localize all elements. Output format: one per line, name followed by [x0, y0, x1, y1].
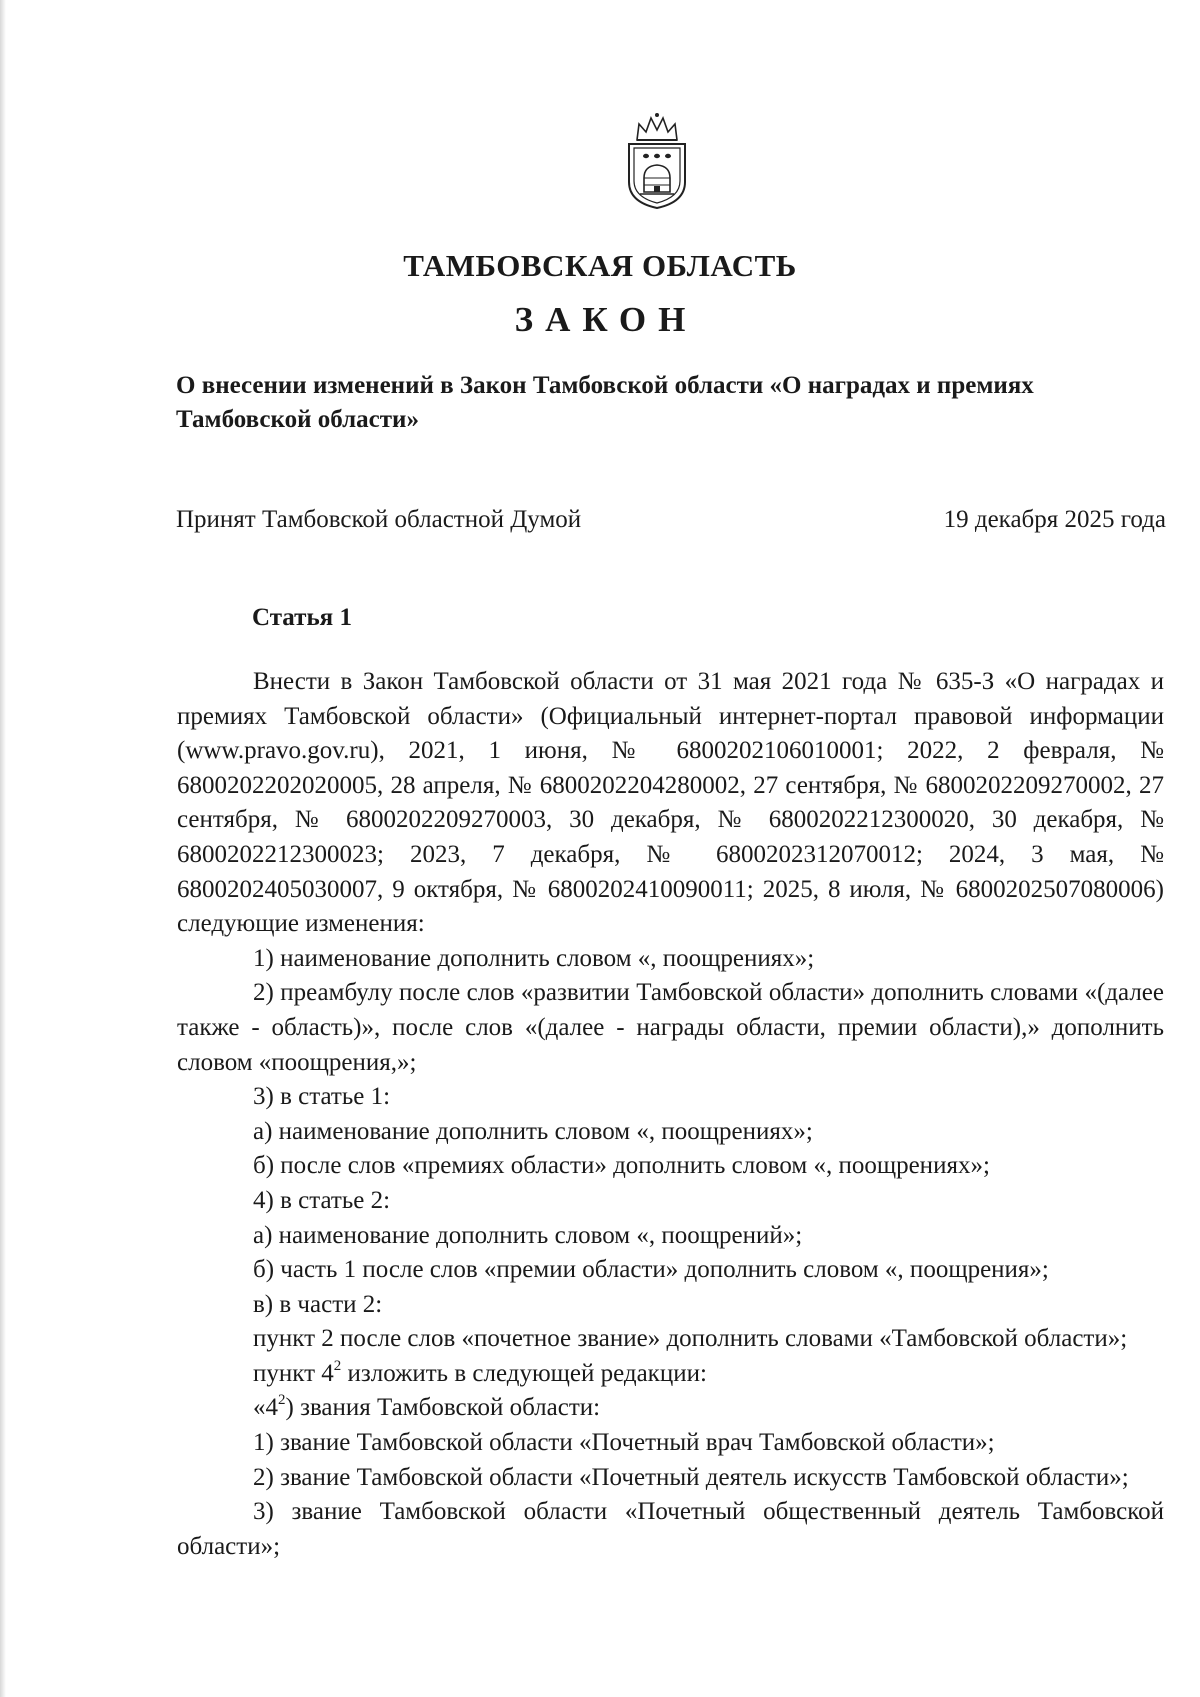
adoption-line: [176, 503, 1166, 537]
superscript: 2: [278, 1392, 286, 1409]
list-item: 2) преамбулу после слов «развитии Тамбовской области» дополнить словами «(далее также - область)», после слов «(далее - награды области, премии области),» дополнить словом «поощрения,»;: [177, 979, 1164, 1076]
article-body: [177, 665, 1164, 1564]
list-item: 3) в статье 1:: [253, 1083, 391, 1111]
list-item: в) в части 2:: [253, 1290, 383, 1318]
article-intro: Внести в Закон Тамбовской области от 31 мая 2021 года № 635-З «О наградах и премиях Тамбовской области» (Официальный интернет-портал правовой информации (www.pravo.gov.ru), 2021, 1 июня, № 6800202106010001; 2022, 2 февраля, № 6800202202020005, 28 апреля, № 6800202204280002, 27 сентября, № 6800202209270002, 27 сентября, № 6800202209270003, 30 декабря, № 6800202212300020, 30 декабря, № 6800202212300023; 2023, 7 декабря, № 6800202312070012; 2024, 3 мая, № 6800202405030007, 9 октября, № 6800202410090011; 2025, 8 июля, № 6800202507080006) следующие изменения:: [177, 668, 1164, 938]
document-type-heading: ЗАКОН: [514, 300, 698, 339]
point-4-2-suffix: изложить в следующей редакции:: [341, 1359, 707, 1387]
point-4-2-line: [177, 1357, 1164, 1392]
law-title: О внесении изменений в Закон Тамбовской области «О наградах и премиях Тамбовской области»: [176, 372, 1034, 433]
article-heading: Статья 1: [252, 604, 352, 631]
adopted-by: Принят Тамбовской областной Думой: [176, 506, 582, 533]
list-item: 3) звание Тамбовской области «Почетный общественный деятель Тамбовской области»;: [177, 1498, 1164, 1560]
list-item: пункт 2 после слов «почетное звание» дополнить словами «Тамбовской области»;: [253, 1325, 1128, 1353]
point-4-2-prefix: пункт 4: [253, 1359, 334, 1387]
tambov-coat-of-arms-icon: [619, 110, 695, 210]
quoted-point-prefix: «4: [253, 1394, 278, 1422]
list-item: 2) звание Тамбовской области «Почетный деятель искусств Тамбовской области»;: [253, 1463, 1129, 1491]
region-heading: ТАМБОВСКАЯ ОБЛАСТЬ: [403, 248, 797, 283]
list-item: а) наименование дополнить словом «, поощрениях»;: [253, 1117, 813, 1145]
list-item: а) наименование дополнить словом «, поощрений»;: [253, 1221, 803, 1249]
list-item: 4) в статье 2:: [253, 1186, 391, 1214]
list-item: 1) звание Тамбовской области «Почетный врач Тамбовской области»;: [253, 1429, 995, 1457]
quoted-point-suffix: ) звания Тамбовской области:: [285, 1394, 601, 1422]
quoted-point-line: [177, 1391, 1164, 1426]
superscript: 2: [333, 1357, 342, 1374]
list-item: б) после слов «премиях области» дополнить словом «, поощрениях»;: [253, 1152, 990, 1180]
adoption-date: 19 декабря 2025 года: [943, 506, 1166, 533]
list-item: б) часть 1 после слов «премии области» дополнить словом «, поощрения»;: [253, 1256, 1049, 1284]
list-item: 1) наименование дополнить словом «, поощрениях»;: [253, 944, 815, 972]
